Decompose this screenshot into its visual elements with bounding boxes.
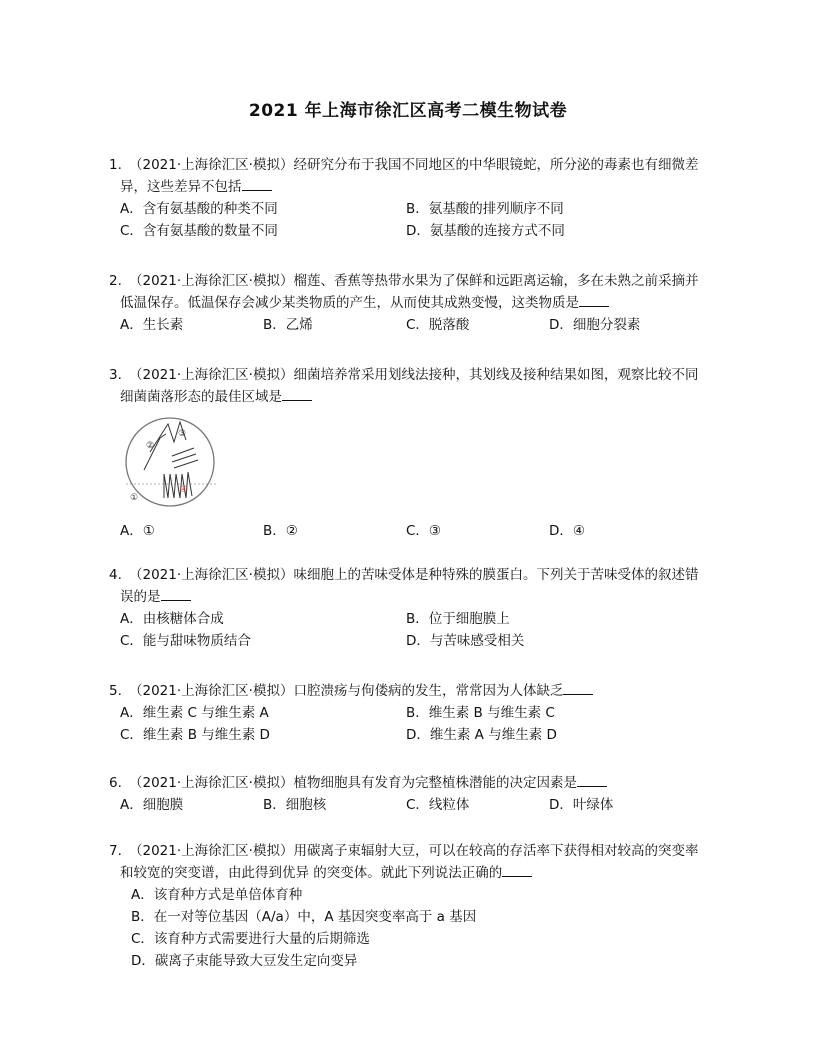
option-c: C．脱落酸 — [406, 317, 470, 333]
question-number: 1. — [109, 157, 122, 173]
option-d: D．与苦味感受相关 — [406, 633, 525, 649]
question-text-line: （2021·上海徐汇区·模拟）味细胞上的苦味受体是种特殊的膜蛋白。下列关于苦味受体的叙述错 — [129, 567, 699, 583]
question-text-line: （2021·上海徐汇区·模拟）细菌培养常采用划线法接种，其划线及接种结果如图，观察比较不同 — [129, 367, 699, 383]
option-b: B．细胞核 — [263, 797, 327, 813]
question-text-line: 细菌菌落形态的最佳区域是 — [120, 389, 282, 405]
question-number: 3. — [109, 367, 122, 383]
option-a: A．维生素 C 与维生素 A — [120, 705, 269, 721]
option-c: C．该育种方式需要进行大量的后期筛选 — [131, 931, 370, 947]
answer-blank — [161, 586, 191, 601]
option-c: C．线粒体 — [406, 797, 470, 813]
question-3-options — [109, 520, 729, 542]
option-b: B．氨基酸的排列顺序不同 — [406, 201, 564, 217]
question-4 — [109, 564, 729, 652]
option-a: A．该育种方式是单倍体育种 — [131, 887, 303, 903]
question-3 — [109, 364, 729, 408]
streak-plate-figure — [120, 412, 220, 512]
question-text-line: （2021·上海徐汇区·模拟）经研究分布于我国不同地区的中华眼镜蛇，所分泌的毒素也有细微差 — [129, 157, 699, 173]
answer-blank — [579, 292, 609, 307]
answer-blank — [563, 680, 593, 695]
streak-line-1 — [144, 434, 166, 470]
question-6 — [109, 772, 729, 816]
option-d: D．④ — [549, 523, 585, 539]
question-text-line: （2021·上海徐汇区·模拟）植物细胞具有发育为完整植株潜能的决定因素是 — [129, 775, 577, 791]
option-d: D．碳离子束能导致大豆发生定向变异 — [131, 953, 358, 969]
option-a: A．细胞膜 — [120, 797, 184, 813]
region-label-2: ② — [146, 441, 155, 451]
question-number: 4. — [109, 567, 122, 583]
option-b: B．乙烯 — [263, 317, 313, 333]
option-b: B．在一对等位基因（A/a）中，A 基因突变率高于 a 基因 — [131, 909, 477, 925]
option-c: C．能与甜味物质结合 — [120, 633, 251, 649]
answer-blank — [282, 386, 312, 401]
question-text-line: 异，这些差异不包括 — [120, 179, 242, 195]
question-number: 5. — [109, 683, 122, 699]
option-c: C．③ — [406, 523, 442, 539]
question-number: 7. — [109, 843, 122, 859]
streak-line-3 — [172, 448, 198, 468]
question-number: 6. — [109, 775, 122, 791]
question-text-line: 误的是 — [120, 589, 161, 605]
option-a: A．含有氨基酸的种类不同 — [120, 201, 278, 217]
page-title: 2021 年上海市徐汇区高考二模生物试卷 — [248, 101, 568, 121]
option-c: C．含有氨基酸的数量不同 — [120, 223, 278, 239]
region-label-1: ① — [130, 493, 139, 503]
question-number: 2. — [109, 273, 122, 289]
option-a: A．① — [120, 523, 155, 539]
option-d: D．细胞分裂素 — [549, 317, 641, 333]
region-label-3: ③ — [178, 429, 187, 439]
question-text-line: （2021·上海徐汇区·模拟）用碳离子束辐射大豆，可以在较高的存活率下获得相对较高的突变率 — [129, 843, 699, 859]
region-label-4: ④ — [180, 485, 189, 495]
answer-blank — [502, 862, 532, 877]
option-a: A．由核糖体合成 — [120, 611, 224, 627]
option-d: D．氨基酸的连接方式不同 — [406, 223, 565, 239]
question-5 — [109, 680, 729, 746]
question-text-line: （2021·上海徐汇区·模拟）口腔溃疡与佝偻病的发生，常常因为人体缺乏 — [129, 683, 564, 699]
option-d: D．叶绿体 — [549, 797, 614, 813]
question-7 — [109, 840, 729, 972]
option-b: B．维生素 B 与维生素 C — [406, 705, 555, 721]
option-b: B．② — [263, 523, 298, 539]
answer-blank — [577, 772, 607, 787]
question-1 — [109, 154, 729, 242]
question-text-line: 和较宽的突变谱，由此得到优异 的突变体。就此下列说法正确的 — [120, 865, 503, 881]
option-c: C．维生素 B 与维生素 D — [120, 727, 270, 743]
option-d: D．维生素 A 与维生素 D — [406, 727, 557, 743]
option-b: B．位于细胞膜上 — [406, 611, 510, 627]
option-a: A．生长素 — [120, 317, 184, 333]
question-text-line: 低温保存。低温保存会减少某类物质的产生，从而使其成熟变慢，这类物质是 — [120, 295, 579, 311]
question-2 — [109, 270, 729, 336]
answer-blank — [242, 176, 272, 191]
question-text-line: （2021·上海徐汇区·模拟）榴莲、香蕉等热带水果为了保鲜和远距离运输，多在未熟之前采摘并 — [129, 273, 699, 289]
